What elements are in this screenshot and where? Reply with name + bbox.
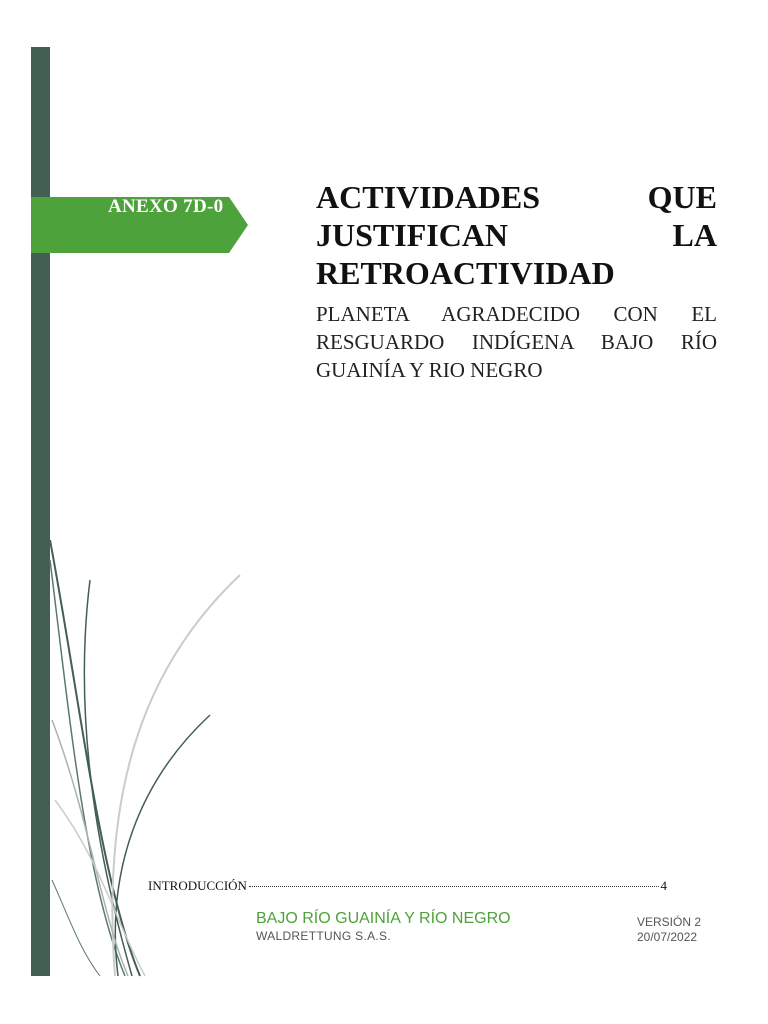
toc-leader-dots bbox=[249, 886, 659, 887]
footer-company: WALDRETTUNG S.A.S. bbox=[256, 929, 391, 943]
annex-label: ANEXO 7D-0 bbox=[108, 196, 224, 217]
toc-label: INTRODUCCIÓN bbox=[148, 878, 247, 893]
footer-right bbox=[637, 915, 701, 945]
toc-page-number: 4 bbox=[660, 878, 667, 893]
toc-entry[interactable] bbox=[148, 878, 667, 894]
footer-left bbox=[256, 909, 511, 943]
footer-project: BAJO RÍO GUAINÍA Y RÍO NEGRO bbox=[256, 910, 511, 927]
document-title: ACTIVIDADES QUE JUSTIFICAN LA RETROACTIVIDAD bbox=[316, 179, 717, 291]
document-subtitle: PLANETA AGRADECIDO CON EL RESGUARDO INDÍGENA BAJO RÍO GUAINÍA Y RIO NEGRO bbox=[316, 302, 717, 382]
footer-date: 20/07/2022 bbox=[637, 930, 698, 944]
leaf-decoration bbox=[0, 500, 300, 980]
footer-version: VERSIÓN 2 bbox=[637, 915, 702, 929]
